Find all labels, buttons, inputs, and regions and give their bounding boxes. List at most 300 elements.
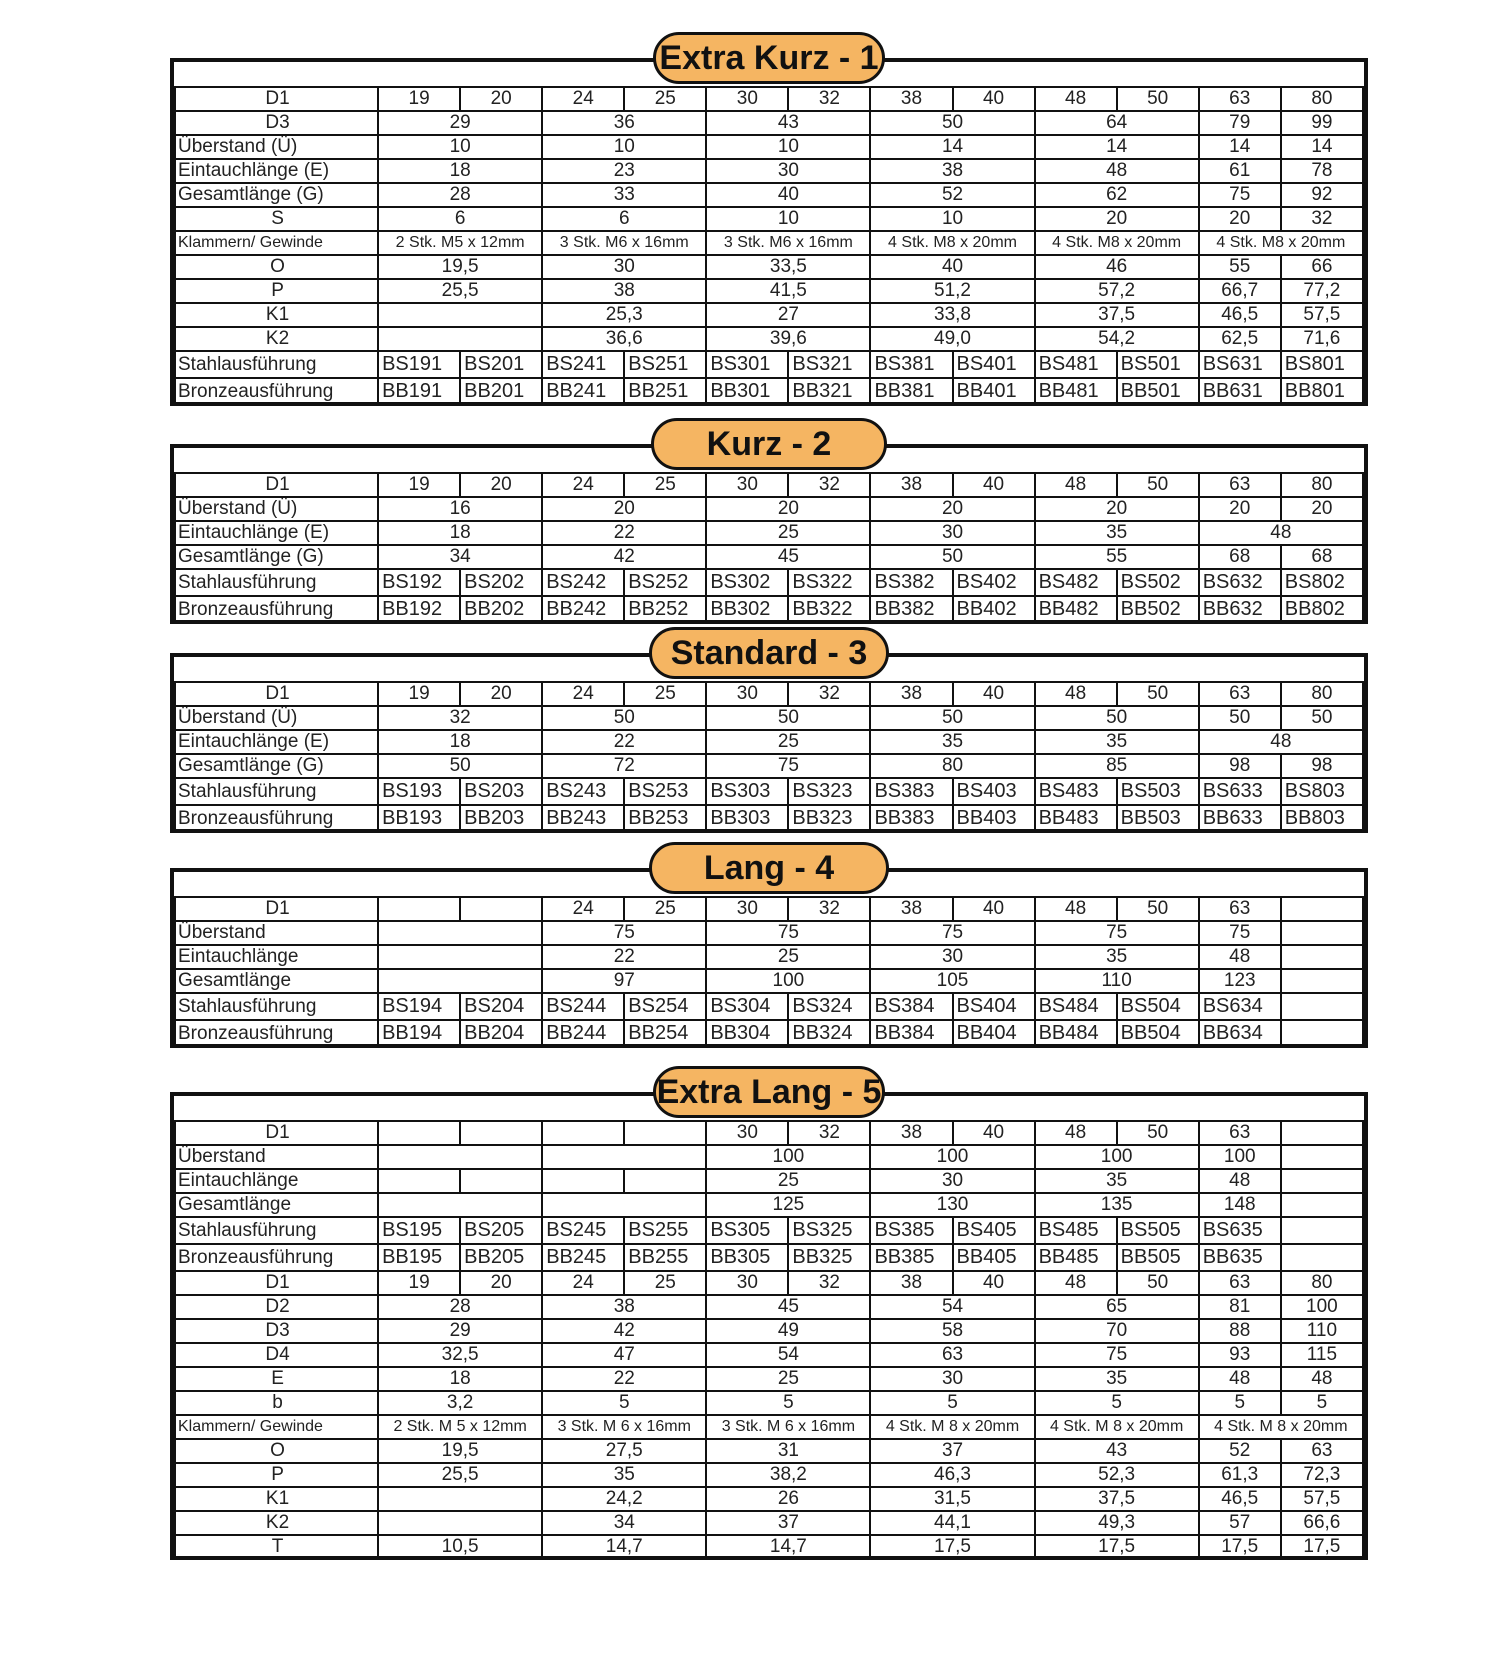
table-row <box>175 159 1363 183</box>
table-cell: BS193 <box>378 778 460 805</box>
table-cell: 20 <box>1035 497 1199 521</box>
table-cell: BB244 <box>542 1020 624 1047</box>
table-cell: 63 <box>1281 1439 1363 1463</box>
table-cell <box>542 1169 624 1193</box>
table-cell <box>378 1169 460 1193</box>
table-cell: BS505 <box>1117 1217 1199 1244</box>
table-cell: BB305 <box>706 1244 788 1271</box>
table-cell: BS301 <box>706 351 788 378</box>
table-cell: 41,5 <box>706 279 870 303</box>
table-cell: 48 <box>1035 1121 1117 1145</box>
table-row <box>175 706 1363 730</box>
table-row <box>175 135 1363 159</box>
table-cell: BB483 <box>1035 805 1117 832</box>
table-cell: 61,3 <box>1199 1463 1281 1487</box>
table-row <box>175 473 1363 497</box>
table-cell: 25 <box>706 1367 870 1391</box>
table-cell <box>1281 897 1363 921</box>
table-cell: BS304 <box>706 993 788 1020</box>
row-label: S <box>175 207 378 231</box>
table-cell: 75 <box>706 921 870 945</box>
table-cell: 105 <box>870 969 1034 993</box>
table-cell <box>542 1193 706 1217</box>
table-cell: 25 <box>706 730 870 754</box>
row-label: Klammern/ Gewinde <box>175 1415 378 1439</box>
row-label: Bronzeausführung <box>175 805 378 832</box>
spec-table <box>174 1120 1364 1560</box>
table-cell: 10 <box>870 207 1034 231</box>
table-cell: BS404 <box>953 993 1035 1020</box>
table-cell: BS383 <box>870 778 952 805</box>
table-cell <box>1281 1244 1363 1271</box>
row-label: D3 <box>175 1319 378 1343</box>
table-cell: BS384 <box>870 993 952 1020</box>
table-cell: 80 <box>1281 473 1363 497</box>
row-label: Gesamtlänge (G) <box>175 545 378 569</box>
row-label: b <box>175 1391 378 1415</box>
table-cell: BS485 <box>1035 1217 1117 1244</box>
table-cell: BS503 <box>1117 778 1199 805</box>
table-cell: 50 <box>870 545 1034 569</box>
table-cell: BB322 <box>788 596 870 623</box>
spec-table <box>174 86 1364 406</box>
table-cell: BB252 <box>624 596 706 623</box>
spec-table <box>174 681 1364 833</box>
row-label: Stahlausführung <box>175 778 378 805</box>
table-cell: 38 <box>870 87 952 111</box>
table-cell: 30 <box>706 1271 788 1295</box>
table-cell: 70 <box>1035 1319 1199 1343</box>
table-cell: 2 Stk. M5 x 12mm <box>378 231 542 255</box>
table-cell: 55 <box>1199 255 1281 279</box>
table-cell: 20 <box>460 473 542 497</box>
table-cell: 30 <box>706 682 788 706</box>
table-cell: 5 <box>1281 1391 1363 1415</box>
row-label: Eintauchlänge <box>175 1169 378 1193</box>
table-cell: 100 <box>1281 1295 1363 1319</box>
row-label: K1 <box>175 1487 378 1511</box>
table-cell: 5 <box>870 1391 1034 1415</box>
table-cell: BB194 <box>378 1020 460 1047</box>
table-cell: 30 <box>706 897 788 921</box>
table-cell: 93 <box>1199 1343 1281 1367</box>
table-cell: 46 <box>1035 255 1199 279</box>
table-cell <box>378 1145 542 1169</box>
table-cell: 30 <box>706 473 788 497</box>
table-cell: 80 <box>1281 682 1363 706</box>
table-cell: BB202 <box>460 596 542 623</box>
table-cell: BS251 <box>624 351 706 378</box>
table-cell: 65 <box>1035 1295 1199 1319</box>
table-cell: 72,3 <box>1281 1463 1363 1487</box>
table-cell: 50 <box>1117 1271 1199 1295</box>
table-cell: 63 <box>1199 1271 1281 1295</box>
table-cell: BS191 <box>378 351 460 378</box>
table-cell: 25,5 <box>378 279 542 303</box>
table-cell: 37,5 <box>1035 303 1199 327</box>
table-row <box>175 1295 1363 1319</box>
table-cell: BS482 <box>1035 569 1117 596</box>
table-cell: BS484 <box>1035 993 1117 1020</box>
table-cell <box>1281 1020 1363 1047</box>
table-cell: 92 <box>1281 183 1363 207</box>
table-cell: BS194 <box>378 993 460 1020</box>
table-cell: 35 <box>1035 1367 1199 1391</box>
table-cell <box>378 303 542 327</box>
table-cell: BB243 <box>542 805 624 832</box>
table-cell: 52 <box>870 183 1034 207</box>
table-cell: BS325 <box>788 1217 870 1244</box>
table-cell: 40 <box>953 1121 1035 1145</box>
table-cell <box>624 1121 706 1145</box>
table-cell: BS402 <box>953 569 1035 596</box>
row-label: Überstand <box>175 921 378 945</box>
row-label: Gesamtlänge <box>175 969 378 993</box>
table-cell: 25 <box>624 1271 706 1295</box>
table-cell: 20 <box>1281 497 1363 521</box>
table-cell: 18 <box>378 730 542 754</box>
table-cell: BB321 <box>788 378 870 405</box>
row-label: Stahlausführung <box>175 569 378 596</box>
row-label: Bronzeausführung <box>175 1244 378 1271</box>
table-cell <box>1281 1193 1363 1217</box>
table-cell: 35 <box>1035 730 1199 754</box>
table-cell: 32 <box>1281 207 1363 231</box>
table-cell: 75 <box>542 921 706 945</box>
section-title: Standard - 3 <box>649 627 889 679</box>
table-cell <box>460 1121 542 1145</box>
table-cell: 75 <box>1199 921 1281 945</box>
table-cell: BS634 <box>1199 993 1281 1020</box>
table-cell: 25,5 <box>378 1463 542 1487</box>
row-label: Überstand (Ü) <box>175 706 378 730</box>
table-cell: 37,5 <box>1035 1487 1199 1511</box>
table-cell: 3 Stk. M 6 x 16mm <box>542 1415 706 1439</box>
table-cell: 100 <box>870 1145 1034 1169</box>
table-cell: 98 <box>1281 754 1363 778</box>
table-cell: BS245 <box>542 1217 624 1244</box>
table-cell: 39,6 <box>706 327 870 351</box>
table-cell: 20 <box>1035 207 1199 231</box>
table-cell: 30 <box>706 87 788 111</box>
row-label: Gesamtlänge (G) <box>175 754 378 778</box>
table-cell: 14,7 <box>706 1535 870 1559</box>
table-row <box>175 521 1363 545</box>
table-cell: BB301 <box>706 378 788 405</box>
table-cell: BB803 <box>1281 805 1363 832</box>
table-cell: BB204 <box>460 1020 542 1047</box>
table-cell: 29 <box>378 111 542 135</box>
table-cell: BB802 <box>1281 596 1363 623</box>
table-cell: 38 <box>870 897 952 921</box>
table-cell: BB503 <box>1117 805 1199 832</box>
row-label: D1 <box>175 1271 378 1295</box>
table-cell: 43 <box>706 111 870 135</box>
table-cell: 36,6 <box>542 327 706 351</box>
table-cell <box>378 921 542 945</box>
table-cell: BB191 <box>378 378 460 405</box>
table-cell: 78 <box>1281 159 1363 183</box>
table-cell: 32 <box>788 897 870 921</box>
table-cell: 45 <box>706 1295 870 1319</box>
table-cell: 25 <box>706 1169 870 1193</box>
table-cell: BS502 <box>1117 569 1199 596</box>
table-cell: 38 <box>870 159 1034 183</box>
table-row <box>175 778 1363 805</box>
table-cell: BS381 <box>870 351 952 378</box>
table-cell: 40 <box>953 1271 1035 1295</box>
table-cell: 32 <box>788 1271 870 1295</box>
table-cell: BB251 <box>624 378 706 405</box>
table-cell: 130 <box>870 1193 1034 1217</box>
table-cell: BS803 <box>1281 778 1363 805</box>
table-cell <box>460 897 542 921</box>
table-cell: BS481 <box>1035 351 1117 378</box>
table-cell: BS483 <box>1035 778 1117 805</box>
table-cell: 14 <box>1199 135 1281 159</box>
table-cell: 37 <box>706 1511 870 1535</box>
table-cell: 20 <box>706 497 870 521</box>
table-cell: 19 <box>378 87 460 111</box>
table-cell: 25 <box>624 682 706 706</box>
table-cell: 50 <box>542 706 706 730</box>
table-cell: 4 Stk. M8 x 20mm <box>1199 231 1363 255</box>
table-cell: 115 <box>1281 1343 1363 1367</box>
table-cell: BB255 <box>624 1244 706 1271</box>
table-cell: 22 <box>542 521 706 545</box>
table-cell: 30 <box>542 255 706 279</box>
table-cell <box>1281 969 1363 993</box>
table-cell: BS244 <box>542 993 624 1020</box>
table-cell: 50 <box>870 111 1034 135</box>
table-cell: BB325 <box>788 1244 870 1271</box>
row-label: D3 <box>175 111 378 135</box>
table-cell <box>624 1169 706 1193</box>
table-cell: BB405 <box>953 1244 1035 1271</box>
table-cell: 22 <box>542 945 706 969</box>
table-cell: BS322 <box>788 569 870 596</box>
table-cell: 5 <box>1199 1391 1281 1415</box>
table-row <box>175 969 1363 993</box>
table-cell: 77,2 <box>1281 279 1363 303</box>
table-cell: BB193 <box>378 805 460 832</box>
table-row <box>175 1487 1363 1511</box>
table-cell: 31,5 <box>870 1487 1034 1511</box>
section-title: Kurz - 2 <box>651 418 887 470</box>
table-cell: 57,5 <box>1281 303 1363 327</box>
row-label: Überstand (Ü) <box>175 135 378 159</box>
table-cell: 48 <box>1035 473 1117 497</box>
table-row <box>175 1415 1363 1439</box>
table-row <box>175 497 1363 521</box>
table-cell: 19,5 <box>378 1439 542 1463</box>
table-cell: 48 <box>1199 730 1363 754</box>
table-cell: 32,5 <box>378 1343 542 1367</box>
table-cell: BS321 <box>788 351 870 378</box>
table-cell: 32 <box>788 1121 870 1145</box>
table-cell: BS501 <box>1117 351 1199 378</box>
table-cell: 32 <box>788 682 870 706</box>
table-cell: 18 <box>378 1367 542 1391</box>
table-cell: 80 <box>1281 1271 1363 1295</box>
table-cell: 62 <box>1035 183 1199 207</box>
table-cell: 22 <box>542 1367 706 1391</box>
table-cell: 57,5 <box>1281 1487 1363 1511</box>
row-label: Stahlausführung <box>175 993 378 1020</box>
table-cell: 80 <box>1281 87 1363 111</box>
table-frame <box>170 1092 1368 1560</box>
table-cell: 10 <box>706 135 870 159</box>
table-cell: 14 <box>870 135 1034 159</box>
table-row <box>175 279 1363 303</box>
table-cell: 10,5 <box>378 1535 542 1559</box>
table-cell: 19 <box>378 682 460 706</box>
table-cell: 75 <box>1035 1343 1199 1367</box>
table-cell <box>378 1193 542 1217</box>
row-label: K2 <box>175 327 378 351</box>
table-cell: 17,5 <box>1281 1535 1363 1559</box>
table-cell: 20 <box>460 1271 542 1295</box>
table-cell: 35 <box>1035 1169 1199 1193</box>
table-cell: BB195 <box>378 1244 460 1271</box>
table-row <box>175 1535 1363 1559</box>
spec-table <box>174 896 1364 1048</box>
table-cell: 49 <box>706 1319 870 1343</box>
table-cell: 30 <box>706 1121 788 1145</box>
table-cell: 35 <box>542 1463 706 1487</box>
table-row <box>175 183 1363 207</box>
table-row <box>175 1121 1363 1145</box>
table-cell: 40 <box>953 897 1035 921</box>
spec-table <box>174 472 1364 624</box>
table-cell: 35 <box>1035 945 1199 969</box>
table-cell: 48 <box>1035 87 1117 111</box>
table-cell: 25 <box>624 473 706 497</box>
table-cell: BS201 <box>460 351 542 378</box>
table-cell: 148 <box>1199 1193 1281 1217</box>
row-label: Stahlausführung <box>175 1217 378 1244</box>
table-cell: BS253 <box>624 778 706 805</box>
table-cell: BS243 <box>542 778 624 805</box>
table-cell: BS203 <box>460 778 542 805</box>
table-cell: 66,7 <box>1199 279 1281 303</box>
table-cell: BB385 <box>870 1244 952 1271</box>
table-cell: 63 <box>1199 682 1281 706</box>
table-cell: 100 <box>1035 1145 1199 1169</box>
table-cell: 63 <box>1199 473 1281 497</box>
table-cell: BB383 <box>870 805 952 832</box>
table-row <box>175 921 1363 945</box>
table-row <box>175 1244 1363 1271</box>
table-cell: 19 <box>378 1271 460 1295</box>
table-cell: 24 <box>542 87 624 111</box>
table-cell <box>1281 921 1363 945</box>
table-cell: 50 <box>1281 706 1363 730</box>
section-title: Extra Lang - 5 <box>653 1066 885 1118</box>
table-cell: 24,2 <box>542 1487 706 1511</box>
row-label: K2 <box>175 1511 378 1535</box>
table-cell: 50 <box>1117 897 1199 921</box>
table-cell: 10 <box>378 135 542 159</box>
row-label: P <box>175 1463 378 1487</box>
table-cell: 2 Stk. M 5 x 12mm <box>378 1415 542 1439</box>
table-cell: 5 <box>542 1391 706 1415</box>
table-cell: 33 <box>542 183 706 207</box>
table-cell: 52 <box>1199 1439 1281 1463</box>
table-cell: 37 <box>870 1439 1034 1463</box>
table-cell: BB801 <box>1281 378 1363 405</box>
table-cell: 50 <box>706 706 870 730</box>
table-cell: BB484 <box>1035 1020 1117 1047</box>
table-cell: BS241 <box>542 351 624 378</box>
table-cell: 28 <box>378 183 542 207</box>
table-cell: 72 <box>542 754 706 778</box>
row-label: Bronzeausführung <box>175 596 378 623</box>
table-cell: 99 <box>1281 111 1363 135</box>
table-cell: 50 <box>1035 706 1199 730</box>
table-cell: 48 <box>1199 1367 1281 1391</box>
table-cell: BB481 <box>1035 378 1117 405</box>
table-row <box>175 1020 1363 1047</box>
table-cell: BS202 <box>460 569 542 596</box>
table-cell: 26 <box>706 1487 870 1511</box>
table-row <box>175 303 1363 327</box>
table-cell: 22 <box>542 730 706 754</box>
row-label: O <box>175 255 378 279</box>
row-label: Eintauchlänge (E) <box>175 730 378 754</box>
table-cell: 48 <box>1035 1271 1117 1295</box>
table-cell: 31 <box>706 1439 870 1463</box>
table-cell: 3,2 <box>378 1391 542 1415</box>
table-cell: BB501 <box>1117 378 1199 405</box>
table-frame <box>170 868 1368 1048</box>
table-cell: 38 <box>542 279 706 303</box>
table-cell: 40 <box>953 87 1035 111</box>
table-cell: BB502 <box>1117 596 1199 623</box>
table-cell: BB485 <box>1035 1244 1117 1271</box>
row-label: D1 <box>175 897 378 921</box>
table-row <box>175 1391 1363 1415</box>
table-cell: BB634 <box>1199 1020 1281 1047</box>
table-cell: BB254 <box>624 1020 706 1047</box>
table-cell: 125 <box>706 1193 870 1217</box>
table-cell <box>378 1121 460 1145</box>
table-cell: 25,3 <box>542 303 706 327</box>
table-cell: BB245 <box>542 1244 624 1271</box>
table-cell: 85 <box>1035 754 1199 778</box>
table-cell: 43 <box>1035 1439 1199 1463</box>
table-cell: 4 Stk. M 8 x 20mm <box>1035 1415 1199 1439</box>
row-label: Überstand <box>175 1145 378 1169</box>
table-cell: 49,3 <box>1035 1511 1199 1535</box>
table-cell: BS242 <box>542 569 624 596</box>
table-cell: 34 <box>378 545 542 569</box>
table-cell: 40 <box>953 682 1035 706</box>
table-cell: BB203 <box>460 805 542 832</box>
table-cell: 25 <box>706 521 870 545</box>
table-cell: 30 <box>870 521 1034 545</box>
table-cell: BB192 <box>378 596 460 623</box>
table-cell: 30 <box>870 1367 1034 1391</box>
table-cell: 38,2 <box>706 1463 870 1487</box>
table-cell: 32 <box>788 473 870 497</box>
table-cell: 75 <box>706 754 870 778</box>
table-row <box>175 545 1363 569</box>
table-cell: BB302 <box>706 596 788 623</box>
table-cell: 35 <box>870 730 1034 754</box>
table-cell <box>1281 1169 1363 1193</box>
table-row <box>175 1319 1363 1343</box>
